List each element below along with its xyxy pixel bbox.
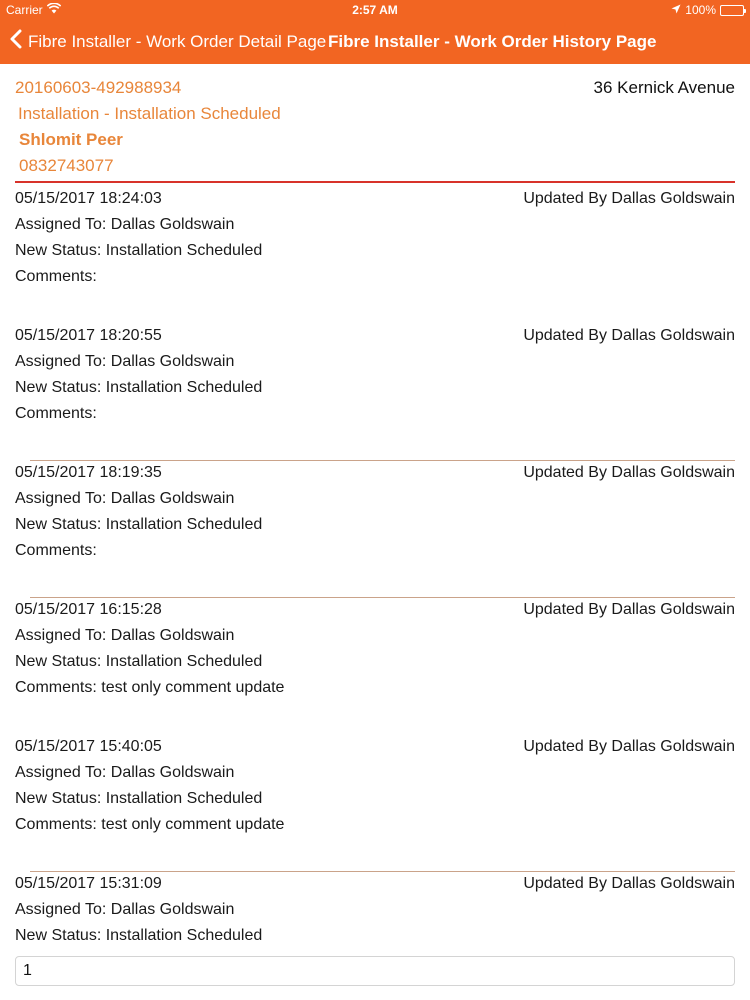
status-bar (0, 0, 750, 20)
entry-assigned-to: Assigned To: Dallas Goldswain (15, 353, 235, 370)
entry-assigned-to: Assigned To: Dallas Goldswain (15, 764, 235, 781)
back-button[interactable] (10, 29, 326, 54)
entry-new-status: New Status: Installation Scheduled (15, 653, 263, 670)
history-entry (0, 597, 750, 734)
entry-comments: Comments: (15, 542, 97, 559)
history-entry (0, 734, 750, 871)
entry-updated-by: Updated By Dallas Goldswain (523, 601, 735, 618)
entry-comments: Comments: test only comment update (15, 679, 285, 696)
battery-percent: 100% (685, 3, 716, 17)
location-arrow-icon (671, 3, 681, 17)
entry-assigned-to: Assigned To: Dallas Goldswain (15, 490, 235, 507)
work-order-status: Installation - Installation Scheduled (18, 104, 281, 123)
entry-comments: Comments: (15, 268, 97, 285)
entry-divider (30, 460, 735, 461)
top-bar (0, 0, 750, 64)
entry-updated-by: Updated By Dallas Goldswain (523, 875, 735, 892)
history-entry (0, 323, 750, 460)
entry-updated-by: Updated By Dallas Goldswain (523, 464, 735, 481)
status-time: 2:57 AM (352, 3, 398, 17)
battery-icon (720, 5, 744, 16)
status-right-group (671, 3, 744, 17)
entry-timestamp: 05/15/2017 16:15:28 (15, 601, 162, 618)
entry-timestamp: 05/15/2017 18:19:35 (15, 464, 162, 481)
entry-new-status: New Status: Installation Scheduled (15, 927, 263, 944)
entry-comments: Comments: test only comment update (15, 816, 285, 833)
entry-assigned-to: Assigned To: Dallas Goldswain (15, 627, 235, 644)
work-order-header (0, 64, 750, 182)
entry-comments: Comments: (15, 405, 97, 422)
history-list (0, 186, 750, 1000)
page-number-input[interactable] (15, 956, 735, 986)
entry-new-status: New Status: Installation Scheduled (15, 379, 263, 396)
entry-divider (30, 871, 735, 872)
history-entry (0, 186, 750, 323)
entry-timestamp: 05/15/2017 15:40:05 (15, 738, 162, 755)
entry-divider (30, 597, 735, 598)
entry-assigned-to: Assigned To: Dallas Goldswain (15, 216, 235, 233)
entry-new-status: New Status: Installation Scheduled (15, 790, 263, 807)
customer-name: Shlomit Peer (19, 130, 123, 149)
page-title: Fibre Installer - Work Order History Page (328, 32, 657, 51)
header-divider (15, 181, 735, 183)
customer-phone[interactable]: 0832743077 (19, 156, 114, 175)
entry-timestamp: 05/15/2017 18:20:55 (15, 327, 162, 344)
history-entry (0, 460, 750, 597)
entry-timestamp: 05/15/2017 18:24:03 (15, 190, 162, 207)
chevron-left-icon (10, 29, 22, 54)
entry-timestamp: 05/15/2017 15:31:09 (15, 875, 162, 892)
back-button-label: Fibre Installer - Work Order Detail Page (28, 31, 327, 51)
customer-address: 36 Kernick Avenue (593, 78, 735, 97)
entry-new-status: New Status: Installation Scheduled (15, 242, 263, 259)
entry-assigned-to: Assigned To: Dallas Goldswain (15, 901, 235, 918)
entry-updated-by: Updated By Dallas Goldswain (523, 190, 735, 207)
entry-updated-by: Updated By Dallas Goldswain (523, 327, 735, 344)
entry-new-status: New Status: Installation Scheduled (15, 516, 263, 533)
carrier-label: Carrier (6, 3, 43, 17)
work-order-number: 20160603-492988934 (15, 78, 182, 97)
entry-updated-by: Updated By Dallas Goldswain (523, 738, 735, 755)
nav-bar (0, 20, 750, 64)
